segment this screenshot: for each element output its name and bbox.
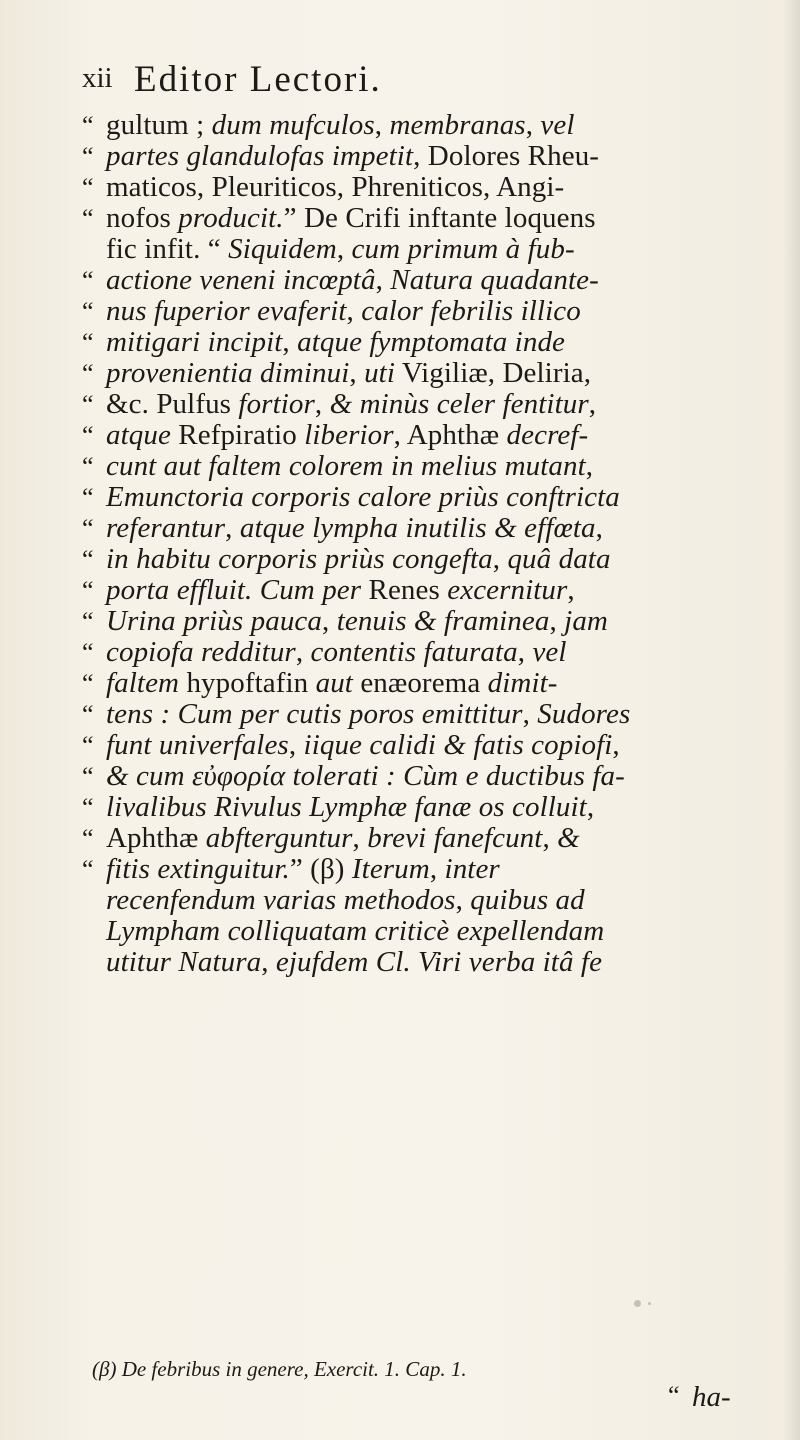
roman-run [252, 574, 259, 606]
roman-run: , [261, 946, 276, 978]
italic-run: brevi fanefcunt [367, 822, 543, 854]
roman-run: Refpiratio [170, 419, 305, 451]
roman-run: , [455, 884, 471, 916]
italic-run: Sudores [537, 698, 631, 730]
paper-speck [648, 1302, 651, 1305]
roman-run: , [374, 109, 390, 141]
text-line [82, 513, 762, 544]
line-text [106, 575, 575, 606]
quote-mark: “ [82, 731, 94, 760]
italic-run: funt univerfales [106, 729, 289, 761]
italic-run: dimit- [487, 667, 558, 699]
line-text [106, 110, 575, 141]
line-text [106, 544, 611, 575]
italic-run: cum primum à fub- [351, 233, 575, 265]
roman-run: maticos, Pleuriticos, Phreniticos, Angi- [106, 171, 565, 203]
roman-run: , [282, 326, 298, 358]
line-text [106, 420, 588, 451]
italic-run: Siquidem [228, 233, 337, 265]
line-text [106, 141, 599, 172]
italic-run: & cum εὐφορία tolerati : Cùm e ductibus fa- [106, 760, 625, 792]
roman-run: , [314, 388, 330, 420]
italic-run: referantur [106, 512, 226, 544]
body-text [82, 110, 762, 978]
line-text [106, 327, 565, 358]
roman-run: , [288, 729, 304, 761]
italic-run: atque lympha inutilis & effœta [239, 512, 596, 544]
italic-run: Emunctoria corporis calore priùs conftricta [106, 481, 620, 513]
roman-run: , [346, 295, 362, 327]
quote-mark: “ [82, 111, 94, 140]
quote-mark: “ [82, 514, 94, 543]
text-line [82, 730, 762, 761]
roman-run: Renes [361, 574, 448, 606]
roman-run: , Aphthæ [393, 419, 507, 451]
text-line [82, 947, 762, 978]
line-text [106, 885, 585, 916]
italic-run: porta effluit. [106, 574, 253, 606]
quote-mark: “ [82, 266, 94, 295]
quote-mark: “ [82, 483, 94, 512]
quote-mark: “ [82, 545, 94, 574]
line-text [106, 296, 581, 327]
catchword [668, 1381, 731, 1414]
quote-mark: “ [82, 669, 94, 698]
line-text [106, 606, 608, 637]
italic-run: Iterum [351, 853, 430, 885]
italic-run: fitis extinguitur. [106, 853, 290, 885]
line-text [106, 792, 594, 823]
italic-run: excernitur [447, 574, 568, 606]
running-head: Editor Lectori. [134, 59, 382, 100]
roman-run: , [352, 822, 368, 854]
italic-run: in habitu corporis priùs congefta [106, 543, 493, 575]
quote-mark: “ [82, 359, 94, 388]
italic-run: actione veneni incœptâ [106, 264, 376, 296]
roman-run: , [336, 233, 352, 265]
text-line [82, 854, 762, 885]
roman-run: ” (β) [289, 853, 352, 885]
italic-run: Natura quadante- [390, 264, 599, 296]
italic-run: contentis faturata [310, 636, 518, 668]
italic-run: producit. [178, 202, 284, 234]
text-line [82, 420, 762, 451]
line-text [106, 234, 575, 265]
text-line [82, 885, 762, 916]
quote-mark: “ [82, 452, 94, 481]
italic-run: jam [564, 605, 608, 637]
italic-run: abfterguntur [205, 822, 353, 854]
text-line [82, 637, 762, 668]
italic-run: tens : Cum per cutis poros emittitur [106, 698, 523, 730]
roman-run: ” De Crifi inftante loquens [283, 202, 596, 234]
roman-run: , [349, 357, 365, 389]
italic-run: tenuis & framinea [336, 605, 550, 637]
roman-run: , [585, 450, 594, 482]
text-line [82, 172, 762, 203]
italic-run: liberior [304, 419, 394, 451]
roman-run: &c. Pulfus [106, 388, 239, 420]
roman-run: nofos [106, 202, 179, 234]
italic-run: cunt aut faltem colorem in melius mutant [106, 450, 586, 482]
italic-run: calor febrilis illico [361, 295, 581, 327]
line-text [106, 203, 596, 234]
text-line [82, 389, 762, 420]
text-line [82, 916, 762, 947]
roman-run: Vigiliæ, Deliria, [395, 357, 592, 389]
quote-mark: “ [82, 824, 94, 853]
italic-run: recenfendum varias methodos [106, 884, 456, 916]
quote-mark: “ [82, 855, 94, 884]
roman-run: , [612, 729, 620, 761]
text-line [82, 110, 762, 141]
quote-mark: “ [82, 700, 94, 729]
line-text [106, 761, 625, 792]
text-line [82, 234, 762, 265]
italic-run: ejufdem Cl. Viri verba itâ fe [275, 946, 603, 978]
line-text [106, 265, 599, 296]
quote-mark: “ [82, 793, 94, 822]
roman-run: Aphthæ [106, 822, 206, 854]
roman-run: , [525, 109, 541, 141]
italic-run: Lympham colliquatam criticè expellendam [106, 915, 605, 947]
line-text [106, 730, 620, 761]
roman-run: , [322, 605, 337, 637]
page-header [82, 58, 702, 102]
quote-mark: “ [82, 390, 94, 419]
italic-run: utitur Natura [106, 946, 262, 978]
italic-run: quibus ad [470, 884, 585, 916]
line-text [106, 823, 580, 854]
quote-mark: “ [82, 421, 94, 450]
italic-run: iique calidi & fatis copiofi [303, 729, 613, 761]
italic-run: copiofa redditur [106, 636, 296, 668]
quote-mark: “ [82, 576, 94, 605]
italic-run: faltem [106, 667, 180, 699]
quote-mark: “ [82, 328, 94, 357]
page-number: xii [82, 62, 113, 94]
italic-run: decref- [506, 419, 589, 451]
line-text [106, 389, 596, 420]
italic-run: livalibus Rivulus Lymphæ fanæ os colluit [106, 791, 587, 823]
roman-run: , [522, 698, 538, 730]
roman-run: , [517, 636, 533, 668]
footnote: (β) De febribus in genere, Exercit. 1. Cap. 1. [92, 1357, 467, 1381]
italic-run: dum mufculos [211, 109, 375, 141]
roman-run: gultum ; [106, 109, 212, 141]
line-text [106, 699, 630, 730]
quote-mark: “ [82, 204, 94, 233]
roman-run: , [595, 512, 604, 544]
text-line [82, 668, 762, 699]
roman-run: , [295, 636, 311, 668]
line-text [106, 637, 567, 668]
text-line [82, 606, 762, 637]
line-text [106, 358, 591, 389]
text-line [82, 823, 762, 854]
text-line [82, 792, 762, 823]
quote-mark: “ [82, 607, 94, 636]
line-text [106, 172, 564, 203]
roman-run: hypoftafin [179, 667, 316, 699]
roman-run: , [225, 512, 240, 544]
paper-speck [634, 1300, 641, 1307]
italic-run: membranas [389, 109, 526, 141]
italic-run: atque [106, 419, 171, 451]
quote-mark: “ [82, 297, 94, 326]
roman-run: fic infit. “ [106, 233, 229, 265]
italic-run: atque fymptomata inde [297, 326, 566, 358]
roman-run: , [375, 264, 391, 296]
text-line [82, 141, 762, 172]
italic-run: fortior [238, 388, 315, 420]
italic-run: vel [540, 109, 575, 141]
italic-run: Urina priùs pauca [106, 605, 322, 637]
italic-run: aut [315, 667, 353, 699]
italic-run: provenientia diminui [106, 357, 350, 389]
page-edge-shadow [784, 0, 800, 1440]
roman-run: , [492, 543, 508, 575]
text-line [82, 451, 762, 482]
line-text [106, 947, 602, 978]
quote-mark: “ [82, 638, 94, 667]
quote-mark: “ [82, 173, 94, 202]
line-text [106, 482, 620, 513]
roman-run: enæorema [352, 667, 488, 699]
roman-run: , [549, 605, 565, 637]
italic-run: mitigari incipit [106, 326, 283, 358]
italic-run: quâ data [507, 543, 611, 575]
line-text [106, 854, 500, 885]
text-line [82, 203, 762, 234]
text-line [82, 761, 762, 792]
italic-run: inter [444, 853, 500, 885]
text-line [82, 265, 762, 296]
italic-run: nus fuperior evaferit [106, 295, 347, 327]
italic-run: vel [532, 636, 567, 668]
text-line [82, 327, 762, 358]
line-text [106, 451, 593, 482]
roman-run: , [542, 822, 558, 854]
italic-run: & minùs celer fentitur [329, 388, 589, 420]
text-line [82, 575, 762, 606]
text-line [82, 296, 762, 327]
italic-run: Cum per [259, 574, 362, 606]
text-line [82, 482, 762, 513]
roman-run: , [586, 791, 595, 823]
quote-mark: “ [82, 762, 94, 791]
text-line [82, 699, 762, 730]
text-line [82, 544, 762, 575]
italic-run: uti [364, 357, 395, 389]
quote-mark: “ [82, 142, 94, 171]
roman-run: , [429, 853, 445, 885]
italic-run: partes glandulofas impetit [106, 140, 414, 172]
roman-run: , Dolores Rheu- [413, 140, 600, 172]
catchword-text: ha- [692, 1381, 731, 1413]
line-text [106, 916, 604, 947]
line-text [106, 513, 603, 544]
roman-run: , [588, 388, 597, 420]
roman-run: , [567, 574, 575, 606]
text-line [82, 358, 762, 389]
italic-run: & [557, 822, 580, 854]
catchword-quote-mark: “ [668, 1381, 680, 1410]
line-text [106, 668, 558, 699]
